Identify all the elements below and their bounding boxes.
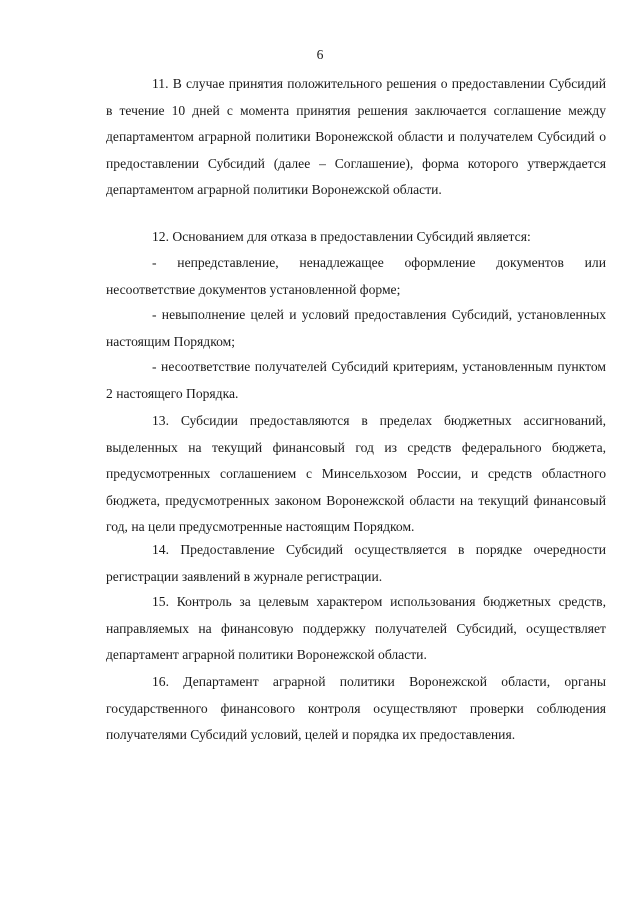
- paragraph-12: 12. Основанием для отказа в предоставлении Субсидий является:: [152, 229, 531, 244]
- page-number: 6: [316, 47, 324, 62]
- paragraph-15: 15. Контроль за целевым характером использования бюджетных средств, направляемых на финансовую поддержку получателей Субсидий, осуществляет департамент аграрной политики Воронежской области.: [106, 594, 606, 662]
- paragraph-11: 11. В случае принятия положительного решения о предоставлении Субсидий в течение 10 дней с момента принятия решения заключается соглашение между департаментом аграрной политики Воронежской области и получателем Субсидий о предоставлении Субсидий (далее – Соглашение), форма которого утверждается департаментом аграрной политики Воронежской области.: [106, 76, 606, 197]
- paragraph-14: 14. Предоставление Субсидий осуществляется в порядке очередности регистрации заявлений в журнале регистрации.: [106, 542, 606, 584]
- list-item: - несоответствие получателей Субсидий критериям, установленным пунктом 2 настоящего Порядка.: [106, 359, 606, 401]
- list-item: - непредставление, ненадлежащее оформление документов или несоответствие документов установленной форме;: [106, 255, 606, 297]
- list-item: - невыполнение целей и условий предоставления Субсидий, установленных настоящим Порядком;: [106, 307, 606, 349]
- paragraph-16: 16. Департамент аграрной политики Воронежской области, органы государственного финансового контроля осуществляют проверки соблюдения получателями Субсидий условий, целей и порядка их предоставления.: [106, 674, 606, 742]
- paragraph-13: 13. Субсидии предоставляются в пределах бюджетных ассигнований, выделенных на текущий финансовый год из средств федерального бюджета, предусмотренных соглашением с Минсельхозом России, и средств областного бюджета, предусмотренных законом Воронежской области на текущий финансовый год, на цели предусмотренные настоящим Порядком.: [106, 413, 606, 534]
